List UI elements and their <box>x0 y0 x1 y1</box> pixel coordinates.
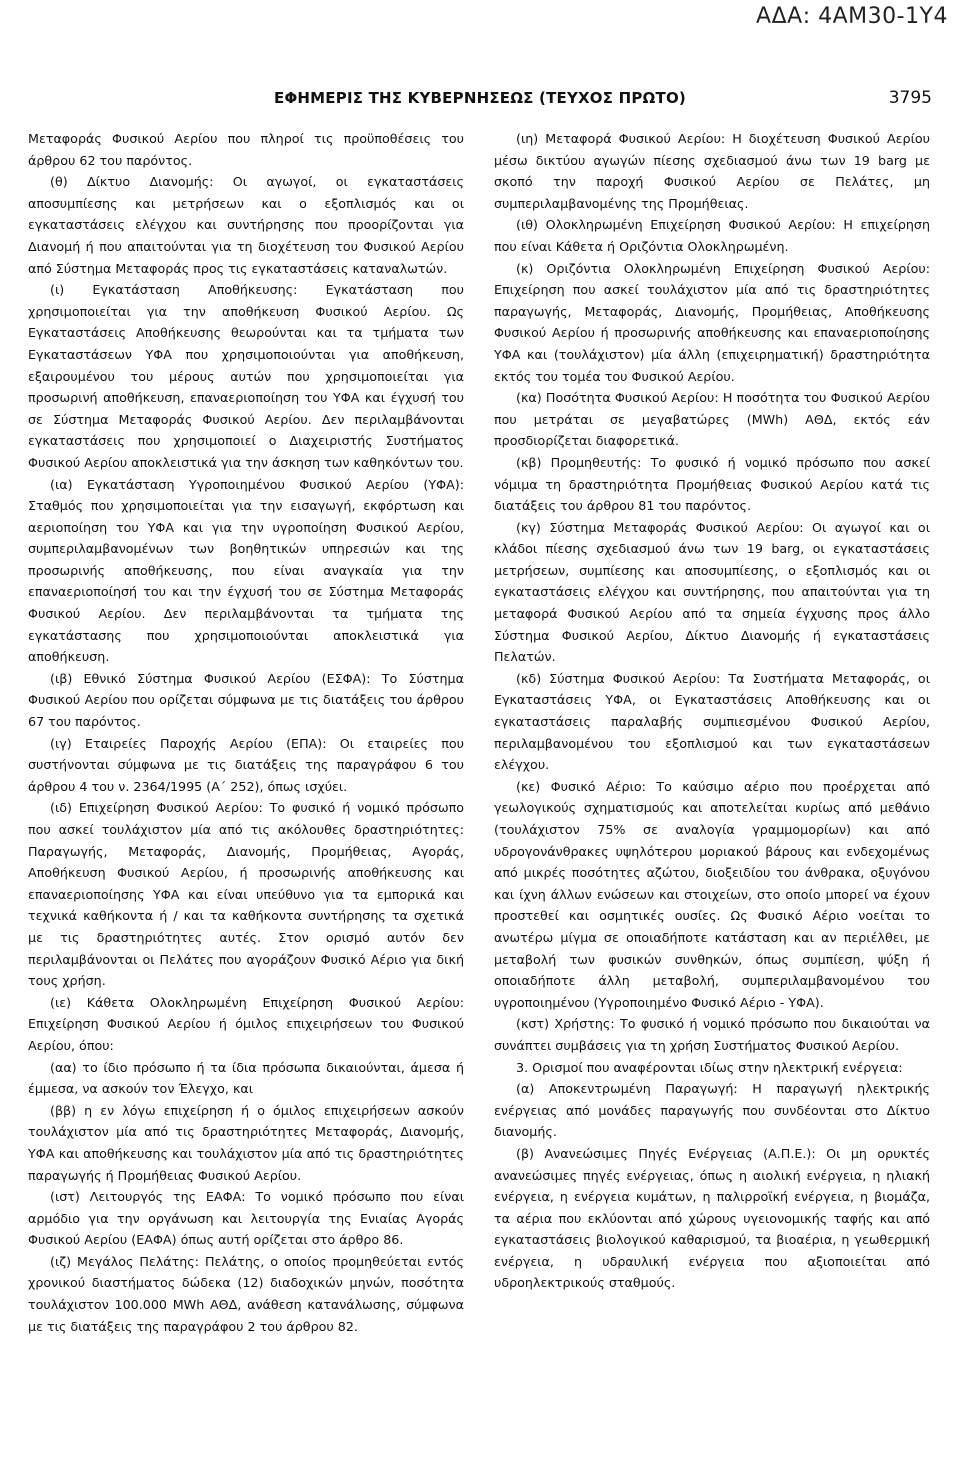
gazette-title: ΕΦΗΜΕΡΙΣ ΤΗΣ ΚΥΒΕΡΝΗΣΕΩΣ (ΤΕΥΧΟΣ ΠΡΩΤΟ) <box>274 89 686 107</box>
paragraph: (α) Αποκεντρωμένη Παραγωγή: Η παραγωγή ηλεκτρικής ενέργειας από μονάδες παραγωγής που συνδέονται στο Δίκτυο διανομής. <box>494 1081 930 1140</box>
right-column <box>494 128 930 1294</box>
paragraph: (ιη) Μεταφορά Φυσικού Αερίου: Η διοχέτευση Φυσικού Αερίου μέσω δικτύου αγωγών πίεσης σχεδιασμού άνω των 19 barg με σκοπό την παροχή Φυσικού Αερίου σε Πελάτες, μη συμπεριλαμβανομένης της Προμήθειας. <box>494 131 930 211</box>
paragraph: (ιστ) Λειτουργός της ΕΑΦΑ: Το νομικό πρόσωπο που είναι αρμόδιο για την οργάνωση και λειτουργία της Ενιαίας Αγοράς Φυσικού Αερίου (ΕΑΦΑ) όπως αυτή ορίζεται στο άρθρο 86. <box>28 1189 464 1248</box>
page-number: 3795 <box>888 88 932 108</box>
paragraph: (ιε) Κάθετα Ολοκληρωμένη Επιχείρηση Φυσικού Αερίου: Επιχείρηση Φυσικού Αερίου ή όμιλος επιχειρήσεων του Φυσικού Αερίου, όπου: <box>28 994 464 1053</box>
paragraph: (ι) Εγκατάσταση Αποθήκευσης: Εγκατάσταση που χρησιμοποιείται για την αποθήκευση Φυσικού Αερίου. Ως Εγκαταστάσεις Αποθήκευσης θεωρούνται και τα τμήματα των Εγκαταστάσεων ΥΦΑ που χρησιμοποιούνται για αποθήκευση, εξαιρουμένου του μέρους αυτών που χρησιμοποιείται για προσωρινή αποθήκευση, επαναεριοποίηση του ΥΦΑ και έγχυσή του σε Σύστημα Μεταφοράς Φυσικού Αερίου. Δεν περιλαμβάνονται εγκαταστάσεις που χρησιμοποιεί ο Διαχειριστής Συστήματος Φυσικού Αερίου αποκλειστικά για την άσκηση των καθηκόντων του. <box>28 282 464 470</box>
paragraph: (β) Ανανεώσιμες Πηγές Ενέργειας (Α.Π.Ε.): Οι μη ορυκτές ανανεώσιμες πηγές ενέργειας, όπως η αιολική ενέργεια, η ηλιακή ενέργεια, η ενέργεια κυμάτων, η παλιρροϊκή ενέργεια, η βιομάζα, τα αέρια που εκλύονται από χώρους υγειονομικής ταφής και από εγκαταστάσεις βιολογικού καθαρισμού, τα βιοαέρια, η γεωθερμική ενέργεια, η υδραυλική ενέργεια που αξιοποιείται από υδροηλεκτρικούς σταθμούς. <box>494 1145 930 1291</box>
paragraph: (κβ) Προμηθευτής: Το φυσικό ή νομικό πρόσωπο που ασκεί νόμιμα τη δραστηριότητα Προμήθειας Φυσικού Αερίου κατά τις διατάξεις του άρθρου 81 του παρόντος. <box>494 454 930 514</box>
paragraph: (κστ) Χρήστης: Το φυσικό ή νομικό πρόσωπο που δικαιούται να συνάπτει συμβάσεις για τη χρήση Συστήματος Φυσικού Αερίου. <box>494 1016 930 1053</box>
paragraph: (αα) το ίδιο πρόσωπο ή τα ίδια πρόσωπα δικαιούνται, άμεσα ή έμμεσα, να ασκούν τον Έλεγχο, και <box>28 1059 464 1097</box>
paragraph: (θ) Δίκτυο Διανομής: Οι αγωγοί, οι εγκαταστάσεις αποσυμπίεσης και μετρήσεων και ο εξοπλισμός και οι εγκαταστάσεις ελέγχου και συντήρησης που προορίζονται για Διανομή ή που απαιτούνται για τη διοχέτευση του Φυσικού Αερίου από Σύστημα Μεταφοράς προς τις εγκαταστάσεις καταναλωτών. <box>28 174 464 276</box>
left-column <box>28 128 464 1337</box>
paragraph: (ια) Εγκατάσταση Υγροποιημένου Φυσικού Αερίου (ΥΦΑ): Σταθμός που χρησιμοποιείται για την εισαγωγή, εκφόρτωση και αεριοποίηση του ΥΦΑ και για την υγροποίηση Φυσικού Αερίου, συμπεριλαμβανομένων των βοηθητικών υπηρεσιών και της προσωρινής αποθήκευσης, που είναι αναγκαία για την επαναεριοποίησή του και την έγχυσή του σε Σύστημα Μεταφοράς Φυσικού Αερίου. Δεν περιλαμβάνονται τα τμήματα της εγκατάστασης που χρησιμοποιούνται αποκλειστικά για αποθήκευση. <box>28 476 464 665</box>
paragraph: (ιθ) Ολοκληρωμένη Επιχείρηση Φυσικού Αερίου: Η επιχείρηση που είναι Κάθετα ή Οριζόντια Ολοκληρωμένη. <box>494 217 930 254</box>
paragraph: (ιζ) Μεγάλος Πελάτης: Πελάτης, ο οποίος προμηθεύεται εντός χρονικού διαστήματος δώδεκα (12) διαδοχικών μηνών, ποσότητα τουλάχιστον 100.000 MWh ΑΘΔ, ανάθεση κατανάλωσης, σύμφωνα με τις διατάξεις της παραγράφου 2 του άρθρου 82. <box>28 1253 464 1334</box>
paragraph: Μεταφοράς Φυσικού Αερίου που πληροί τις προϋποθέσεις του άρθρου 62 του παρόντος. <box>28 131 464 168</box>
paragraph: (ιβ) Εθνικό Σύστημα Φυσικού Αερίου (ΕΣΦΑ): Το Σύστημα Φυσικού Αερίου που ορίζεται σύμφωνα με τις διατάξεις του άρθρου 67 του παρόντος. <box>28 670 464 730</box>
paragraph: (κε) Φυσικό Αέριο: Το καύσιμο αέριο που προέρχεται από γεωλογικούς σχηματισμούς και αποτελείται κυρίως από μεθάνιο (τουλάχιστον 75% σε αναλογία γραμμομορίων) και από υδρογονάνθρακες υψηλότερου μοριακού βάρους και ενδεχομένως από μικρές ποσότητες αζώτου, διοξειδίου του άνθρακα, οξυγόνου και ίχνη άλλων ενώσεων και στοιχείων, στο οποίο μπορεί να έχουν προστεθεί και οσμητικές ουσίες. Ως Φυσικό Αέριο νοείται το ανωτέρω μίγμα σε οποιαδήποτε κατάσταση και αν περιέλθει, με μεταβολή των φυσικών συνθηκών, όπως συμπίεση, ψύξη ή οποιαδήποτε άλλη μεταβολή, συμπεριλαμβανομένου του υγροποιημένου (Υγροποιημένο Φυσικό Αέριο - ΥΦΑ). <box>494 778 930 1010</box>
section-heading: 3. Ορισμοί που αναφέρονται ιδίως στην ηλεκτρική ενέργεια: <box>516 1059 903 1075</box>
page-header <box>28 88 932 112</box>
paragraph: (ιγ) Εταιρείες Παροχής Αερίου (ΕΠΑ): Οι εταιρείες που συστήνονται σύμφωνα με τις διατάξεις της παραγράφου 6 του άρθρου 4 του ν. 2364/1995 (Α΄ 252), όπως ισχύει. <box>28 735 464 794</box>
paragraph: (κδ) Σύστημα Φυσικού Αερίου: Τα Συστήματα Μεταφοράς, οι Εγκαταστάσεις ΥΦΑ, οι Εγκαταστάσεις Αποθήκευσης και οι εγκαταστάσεις παραλαβής συμπιεσμένου Φυσικού Αερίου, περιλαμβανομένου του εξοπλισμού και των εγκαταστάσεων ελέγχου. <box>494 670 930 773</box>
paragraph: (ιδ) Επιχείρηση Φυσικού Αερίου: Το φυσικό ή νομικό πρόσωπο που ασκεί τουλάχιστον μία από τις ακόλουθες δραστηριότητες: Παραγωγής, Μεταφοράς, Διανομής, Προμήθειας, Αγοράς, Αποθήκευση Φυσικού Αερίου, ή προσωρινής αποθήκευσης και επαναεριοποίησης ΥΦΑ και είναι υπεύθυνο για τα εμπορικά και τεχνικά καθήκοντα ή / και τα καθήκοντα συντήρησης τα σχετικά με τις δραστηριότητες αυτές. Στον ορισμό αυτόν δεν περιλαμβάνονται οι Πελάτες που αγοράζουν Φυσικό Αέριο για δική τους χρήση. <box>28 800 464 989</box>
paragraph: (ββ) η εν λόγω επιχείρηση ή ο όμιλος επιχειρήσεων ασκούν τουλάχιστον μία από τις δραστηριότητες Μεταφοράς, Διανομής, ΥΦΑ και αποθήκευσης και τουλάχιστον μία από τις δραστηριότητες παραγωγής ή Προμήθειας Φυσικού Αερίου. <box>28 1102 464 1183</box>
paragraph: (κα) Ποσότητα Φυσικού Αερίου: Η ποσότητα του Φυσικού Αερίου που μετράται σε μεγαβατώρες (MWh) ΑΘΔ, εκτός εάν προσδιορίζεται διαφορετικά. <box>494 390 930 449</box>
paragraph: (κγ) Σύστημα Μεταφοράς Φυσικού Αερίου: Οι αγωγοί και οι κλάδοι πίεσης σχεδιασμού άνω των 19 barg, οι εγκαταστάσεις μετρήσεων, συμπίεσης και αποσυμπίεσης, ο εξοπλισμός και οι εγκαταστάσεις ελέγχου και συντήρησης, που απαιτούνται για τη μεταφορά Φυσικού Αερίου από τα σημεία έγχυσης προς άλλο Σύστημα Φυσικού Αερίου, Δίκτυο Διανομής ή εγκαταστάσεις Πελατών. <box>494 519 930 665</box>
paragraph: (κ) Οριζόντια Ολοκληρωμένη Επιχείρηση Φυσικού Αερίου: Επιχείρηση που ασκεί τουλάχιστον μία από τις δραστηριότητες παραγωγής, Μεταφοράς, Διανομής, Προμήθειας, Αποθήκευσης Φυσικού Αερίου ή προσωρινής αποθήκευσης και επαναεριοποίησης ΥΦΑ και (τουλάχιστον) μία άλλη (επιχειρηματική) δραστηριότητα εκτός του τομέα του Φυσικού Αερίου. <box>494 260 930 384</box>
ada-code: ΑΔΑ: 4ΑΜ30-1Υ4 <box>756 4 948 29</box>
